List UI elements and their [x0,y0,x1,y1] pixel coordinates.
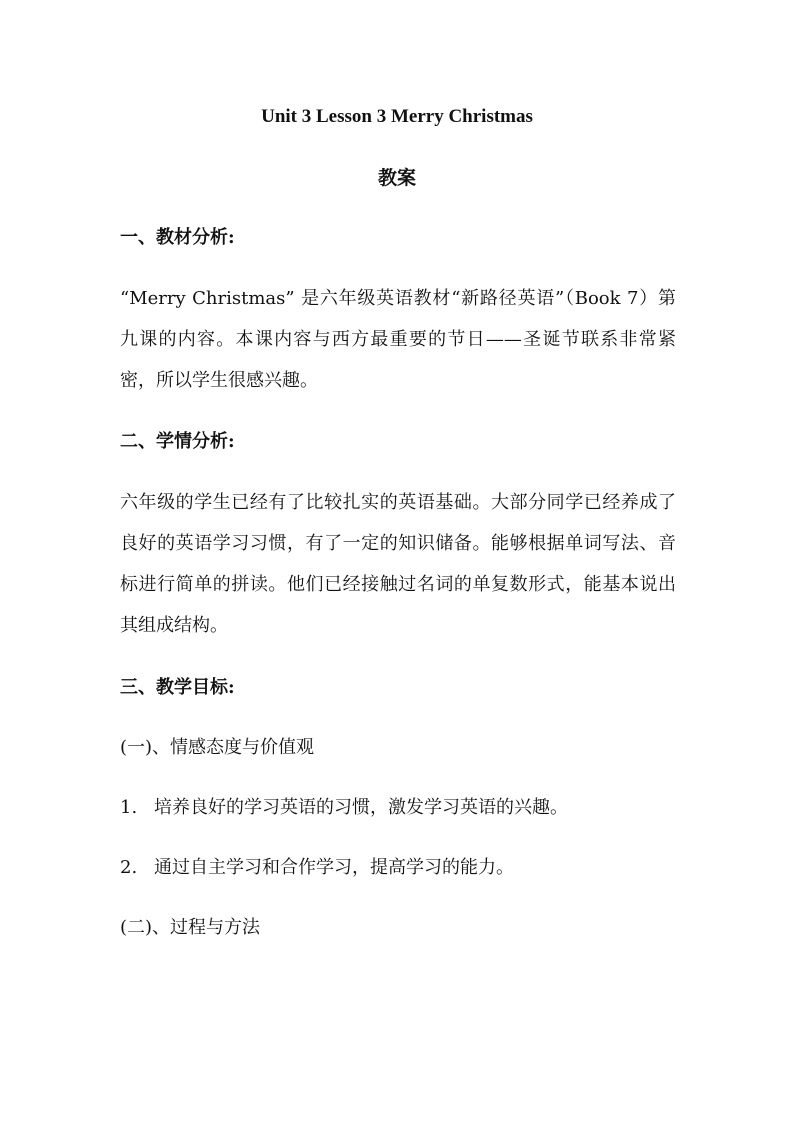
goal-item-text: 培养良好的学习英语的习惯，激发学习英语的兴趣。 [154,797,568,818]
subsection-heading-process-method: (二)、过程与方法 [120,917,261,938]
section-body-material-analysis: “Merry Christmas” 是六年级英语教材“新路径英语”（Book 7）第九课的内容。本课内容与西方最重要的节日——圣诞节联系非常紧密，所以学生很感兴趣。 [120,288,676,391]
subsection-heading-emotion-values: (一)、情感态度与价值观 [120,737,315,758]
section-body-student-analysis: 六年级的学生已经有了比较扎实的英语基础。大部分同学已经养成了良好的英语学习习惯，有了一定的知识储备。能够根据单词写法、音标进行简单的拼读。他们已经接触过名词的单复数形式，能基本说出其组成结构。 [120,492,676,636]
section-heading-teaching-goals: 三、教学目标: [120,677,235,698]
goal-list-item [120,856,514,880]
section-heading-material-analysis: 一、教材分析: [120,227,235,248]
goal-item-number: 1. [120,797,138,818]
goal-item-number: 2. [120,857,138,878]
goal-list-item [120,796,568,820]
section-heading-student-analysis: 二、学情分析: [120,431,235,452]
goal-item-text: 通过自主学习和合作学习，提高学习的能力。 [154,857,514,878]
document-subtitle: 教案 [377,167,416,189]
document-title: Unit 3 Lesson 3 Merry Christmas [261,106,533,127]
